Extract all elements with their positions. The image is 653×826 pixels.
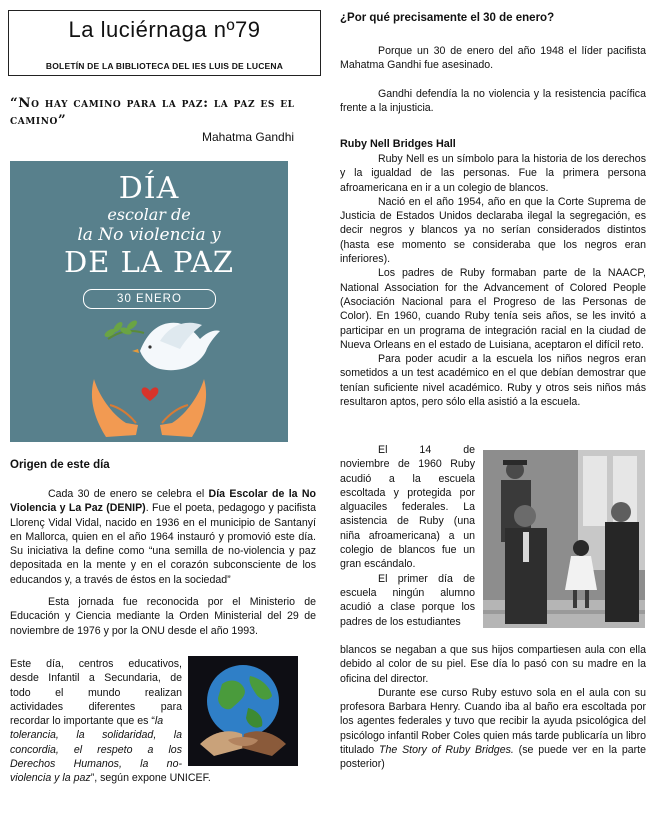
why-heading: ¿Por qué precisamente el 30 de enero? <box>340 12 555 24</box>
why-body <box>340 44 646 115</box>
poster-line-1: DÍA <box>118 171 180 206</box>
poster-line-2: escolar de <box>107 205 191 224</box>
ruby-paragraph-7 <box>340 686 646 772</box>
quote-author: Mahatma Gandhi <box>202 130 295 144</box>
origin-p3-line <box>10 771 250 785</box>
ruby-paragraph-2: Nació en el año 1954, año en que la Corte Suprema de Justicia de Estados Unidos declaraba ilegal la segregación, es decir negros y blancos ya no serían considerados distintos (hasta ese momento se consideraba que los negros eran inferiores). <box>340 195 646 266</box>
ruby-escort-photo-illustration <box>483 450 645 628</box>
origin-p3-line: Derechos Humanos, la no- <box>10 758 182 771</box>
ruby-p5-line: alguaciles federales. La <box>340 501 475 514</box>
ruby-paragraph-3: Los padres de Ruby formaban parte de la NAACP, National Association for the Advancement of Colored People (Asociación Nacional para el Progreso de las Personas de Color). En 1960, cuando Ruby tenía seis años, se les invitó a participar en un programa de integración racial en la ciudad de Nueva Orleans en el estado de Luisiana, aceptaron el difícil reto. <box>340 267 646 351</box>
ruby-p6-line: El primer día de <box>378 572 475 585</box>
ruby-p5-line: colegio de blancos fue un <box>340 544 475 557</box>
newsletter-title: La luciérnaga nº79 <box>68 17 261 42</box>
origin-p3-italic-start: la <box>154 715 164 728</box>
origin-p1-bold: Día Escolar de la No Violencia y La Paz (DENIP) <box>10 488 316 515</box>
origin-p3-line: desde Infantil a Secundaria, de <box>10 672 182 685</box>
poster-line-4: DE LA PAZ <box>63 245 234 279</box>
ruby-body <box>340 152 646 409</box>
gandhi-quote: “No hay camino para la paz: la paz es el camino” <box>10 95 295 128</box>
ruby-p6-line: padres de los estudiantes <box>340 615 461 628</box>
origin-p3-italic-end: violencia y la paz <box>10 772 91 785</box>
origin-body <box>10 487 316 638</box>
ruby-p5-line: noviembre de 1960 Ruby <box>340 458 475 471</box>
why-paragraph-2: Gandhi defendía la no violencia y la resistencia pacífica frente a la injusticia. <box>340 87 646 114</box>
newsletter-subtitle: BOLETÍN DE LA BIBLIOTECA DEL IES LUIS DE LUCENA <box>45 61 284 71</box>
ruby-p5-line: gran escándalo. <box>340 558 416 571</box>
ruby-p6-line: escuela ningún alumno <box>340 586 475 599</box>
poster-line-3: la No violencia y <box>77 225 221 245</box>
origin-p3-line <box>10 714 182 728</box>
masthead <box>8 10 321 76</box>
ruby-p5-line: asistencia de Ruby (una <box>340 515 475 528</box>
origin-p3-line: Este día, centros educativos, <box>10 658 182 670</box>
ruby-bridges-photo <box>483 450 645 628</box>
origin-p3-line-text: recordar lo importante que es “ <box>10 715 155 728</box>
ruby-p7-text-a: Durante ese curso Ruby estuvo sola en el aula con su profesora Barbara Henry. Cuando iba al baño era escoltada por los agentes federales y tuvo que recibir la ayuda psicológica del psicólogo infantil Rober Coles quien más tarde publicaría un libro titulado <box>340 686 646 757</box>
poster-date-badge: 30 ENERO <box>83 289 216 309</box>
ruby-p6-line: acudió a clase porque los <box>340 601 475 614</box>
peace-day-poster <box>10 161 288 442</box>
origin-p3-line-text: ”, según expone UNICEF. <box>90 772 211 785</box>
origin-heading: Origen de este día <box>10 459 110 471</box>
ruby-heading: Ruby Nell Bridges Hall <box>340 138 456 150</box>
origin-p3-line: tolerancia, la solidaridad, la <box>10 729 182 742</box>
ruby-p5-line: acudió a la escuela <box>340 472 475 485</box>
ruby-p7-book-title: The Story of Ruby Bridges. <box>379 744 514 757</box>
ruby-p5-line: escoltada y protegida por <box>340 486 475 499</box>
origin-p1-text-c: . Fue el poeta, pedagogo y pacifista Llorenç Vidal Vidal, nacido en 1936 en el municipio de Santanyí en Mallorca, quien en el año 1964 instauró y promovió este día. Su iniciativa la define como “una semilla de no-violencia y paz depositada en la mente y en el corazón subconsciente de los educandos y, a través de éstos en la sociedad” <box>10 502 316 586</box>
ruby-paragraph-6-rest: blancos se negaban a que sus hijos compartiesen aula con ella debido al color de su piel. Ese día lo pasó con su madre en la oficina del director. <box>340 644 646 685</box>
ruby-p5-line: niña afroamericana) a un <box>340 529 475 542</box>
origin-p1-text-a: Cada 30 de enero se celebra el <box>48 488 209 500</box>
globe-handshake-illustration <box>188 656 298 766</box>
origin-paragraph-3 <box>10 657 211 786</box>
why-paragraph-1: Porque un 30 de enero del año 1948 el líder pacifista Mahatma Gandhi fue asesinado. <box>340 45 646 72</box>
ruby-paragraph-4: Para poder acudir a la escuela los niños negros eran sometidos a un test académico en el que debían demostrar que tenían suficiente nivel académico. Ruby y otros seis niños más resultaron aptos, pero sólo ella asistió a la escuela. <box>340 353 646 409</box>
ruby-body-continued <box>340 643 646 772</box>
origin-p3-line: actividades diferentes para <box>10 700 182 713</box>
ruby-paragraph-1: Ruby Nell es un símbolo para la historia de los derechos y la igualdad de las personas. Fue la primera persona afroamericana en ir a un colegio de blancos. <box>340 153 646 194</box>
globe-handshake-image <box>188 656 298 766</box>
ruby-p7-text-c: (se puede ver en la parte posterior) <box>340 744 646 771</box>
origin-paragraph-1 <box>10 487 316 587</box>
origin-paragraph-2: Esta jornada fue reconocida por el Ministerio de Educación y Ciencia mediante la Orden Ministerial del 29 de noviembre de 1976 y por la ONU desde el año 1993. <box>10 596 316 637</box>
ruby-paragraph-5 <box>340 443 475 629</box>
ruby-p5-line: El 14 de <box>378 444 475 456</box>
origin-p3-line: concordia, el respeto a los <box>10 743 182 756</box>
origin-p3-line: todo el mundo realizan <box>10 686 182 699</box>
